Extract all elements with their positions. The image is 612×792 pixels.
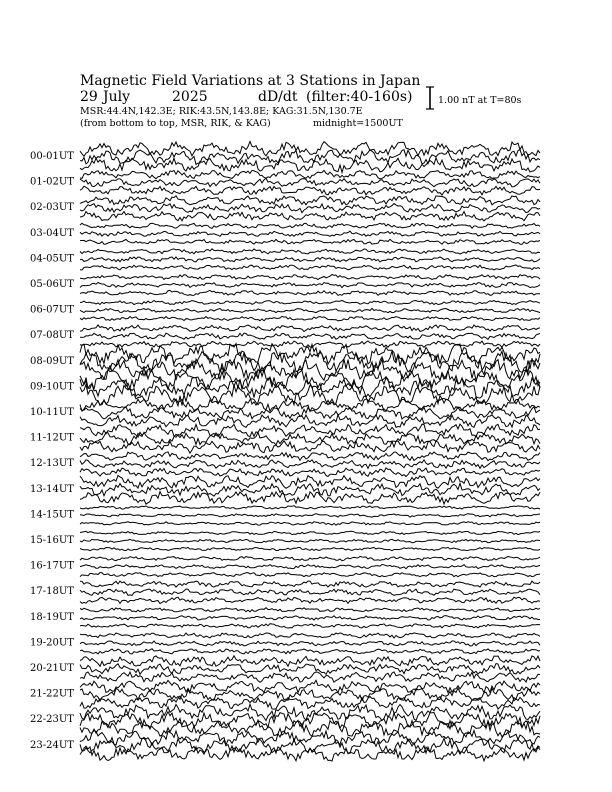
row-label: 16-17UT — [30, 560, 74, 572]
row-label: 21-22UT — [30, 688, 74, 700]
trace-kag — [80, 399, 540, 412]
row-label: 10-11UT — [30, 407, 74, 418]
trace-kag — [80, 656, 540, 667]
trace-rows — [30, 142, 540, 762]
trace-row — [30, 452, 540, 477]
row-label: 22-23UT — [30, 714, 74, 726]
row-label: 01-02UT — [30, 176, 74, 188]
trace-msr — [80, 441, 540, 453]
trace-kag — [80, 196, 540, 205]
row-label: 09-10UT — [30, 381, 74, 393]
trace-kag — [80, 223, 540, 228]
trace-kag — [80, 556, 540, 560]
trace-kag — [80, 731, 540, 745]
row-label: 17-18UT — [30, 586, 74, 598]
date-day: 29 — [80, 89, 98, 105]
trace-kag — [80, 275, 540, 280]
trace-msr — [80, 649, 540, 654]
trace-rik — [80, 283, 540, 288]
trace-rik — [80, 231, 540, 236]
trace-row — [30, 633, 540, 654]
trace-rik — [80, 616, 540, 620]
trace-rik — [80, 514, 540, 517]
trace-row — [30, 656, 540, 683]
chart-title: Magnetic Field Variations at 3 Stations in Japan — [80, 73, 421, 89]
stations-line: MSR:44.4N,142.3E; RIK:43.5N,143.8E; KAG:31.5N,130.7E — [80, 106, 363, 117]
row-label: 02-03UT — [30, 202, 74, 214]
trace-row — [30, 275, 540, 296]
component-label: dD/dt — [258, 89, 298, 105]
row-label: 04-05UT — [30, 253, 74, 265]
trace-kag — [80, 249, 540, 254]
trace-rik — [80, 204, 540, 213]
trace-row — [30, 608, 540, 628]
row-label: 06-07UT — [30, 304, 74, 316]
trace-rik — [80, 407, 540, 419]
trace-msr — [80, 212, 540, 221]
row-label: 18-19UT — [30, 611, 74, 623]
trace-msr — [80, 186, 540, 195]
trace-kag — [80, 170, 540, 178]
trace-rik — [80, 738, 540, 753]
trace-row — [30, 325, 540, 347]
trace-kag — [80, 581, 540, 587]
scale-bar-label: 1.00 nT at T=80s — [438, 95, 522, 106]
trace-row — [30, 581, 540, 603]
trace-row — [30, 170, 540, 195]
date-year: 2025 — [172, 89, 208, 105]
trace-kag — [80, 608, 540, 612]
trace-kag — [80, 300, 540, 304]
trace-row — [30, 731, 540, 762]
trace-row — [30, 369, 540, 406]
midnight-line: midnight=1500UT — [313, 118, 403, 129]
row-label: 15-16UT — [30, 535, 74, 546]
trace-row — [30, 424, 540, 453]
date-month: July — [103, 89, 131, 105]
row-label: 12-13UT — [30, 458, 74, 470]
trace-row — [30, 142, 540, 173]
trace-msr — [80, 573, 540, 577]
trace-rik — [80, 565, 540, 569]
trace-msr — [80, 672, 540, 683]
row-label: 23-24UT — [30, 739, 74, 751]
trace-row — [30, 680, 540, 709]
row-label: 14-15UT — [30, 509, 74, 521]
trace-msr — [80, 341, 540, 347]
trace-msr — [80, 316, 540, 320]
trace-msr — [80, 468, 540, 477]
trace-row — [30, 249, 540, 270]
trace-row — [30, 556, 540, 576]
trace-rik — [80, 333, 540, 339]
trace-row — [30, 300, 540, 320]
trace-msr — [80, 492, 540, 505]
row-label: 07-08UT — [30, 330, 74, 342]
trace-row — [30, 506, 540, 525]
row-label: 20-21UT — [30, 663, 74, 674]
trace-msr — [80, 547, 540, 550]
row-label: 19-20UT — [30, 637, 74, 649]
trace-rik — [80, 539, 540, 542]
trace-rik — [80, 641, 540, 646]
trace-msr — [80, 746, 540, 761]
trace-msr — [80, 239, 540, 244]
trace-msr — [80, 290, 540, 295]
row-label: 11-12UT — [30, 432, 74, 444]
trace-rik — [80, 178, 540, 187]
trace-kag — [80, 633, 540, 638]
row-label: 05-06UT — [30, 279, 74, 290]
row-label: 08-09UT — [30, 355, 74, 367]
filter-label: (filter:40-160s) — [306, 89, 413, 105]
trace-msr — [80, 265, 540, 270]
row-label: 13-14UT — [30, 483, 74, 495]
trace-kag — [80, 531, 540, 534]
trace-kag — [80, 506, 540, 509]
trace-msr — [80, 624, 540, 628]
trace-rik — [80, 308, 540, 312]
trace-msr — [80, 415, 540, 428]
trace-rik — [80, 257, 540, 262]
trace-rik — [80, 664, 540, 675]
trace-row — [30, 196, 540, 221]
trace-row — [30, 475, 540, 504]
trace-kag — [80, 452, 540, 461]
trace-kag — [80, 424, 540, 437]
trace-row — [30, 223, 540, 244]
scale-bar — [426, 87, 434, 109]
trace-rik — [80, 460, 540, 469]
trace-rik — [80, 432, 540, 444]
row-label: 00-01UT — [30, 151, 74, 162]
trace-row — [30, 531, 540, 550]
row-label: 03-04UT — [30, 227, 74, 239]
order-line: (from bottom to top, MSR, RIK, & KAG) — [80, 118, 271, 129]
trace-msr — [80, 522, 540, 525]
trace-kag — [80, 325, 540, 332]
trace-rik — [80, 589, 540, 595]
trace-kag — [80, 475, 540, 488]
trace-msr — [80, 597, 540, 603]
